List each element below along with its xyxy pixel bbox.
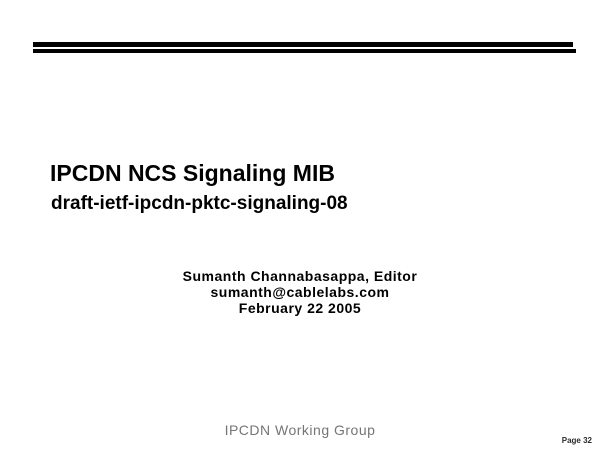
top-rule-upper — [33, 42, 573, 47]
byline-block — [0, 268, 600, 316]
working-group-footer: IPCDN Working Group — [224, 422, 376, 438]
draft-name: draft-ietf-ipcdn-pktc-signaling-08 — [51, 193, 348, 214]
author-line: Sumanth Channabasappa, Editor — [182, 268, 418, 284]
date-line: February 22 2005 — [238, 300, 362, 316]
slide-title: IPCDN NCS Signaling MIB — [50, 160, 335, 186]
email-line: sumanth@cablelabs.com — [210, 284, 390, 300]
page-number-label: Page 32 — [561, 436, 592, 445]
top-rule-lower — [33, 49, 576, 53]
